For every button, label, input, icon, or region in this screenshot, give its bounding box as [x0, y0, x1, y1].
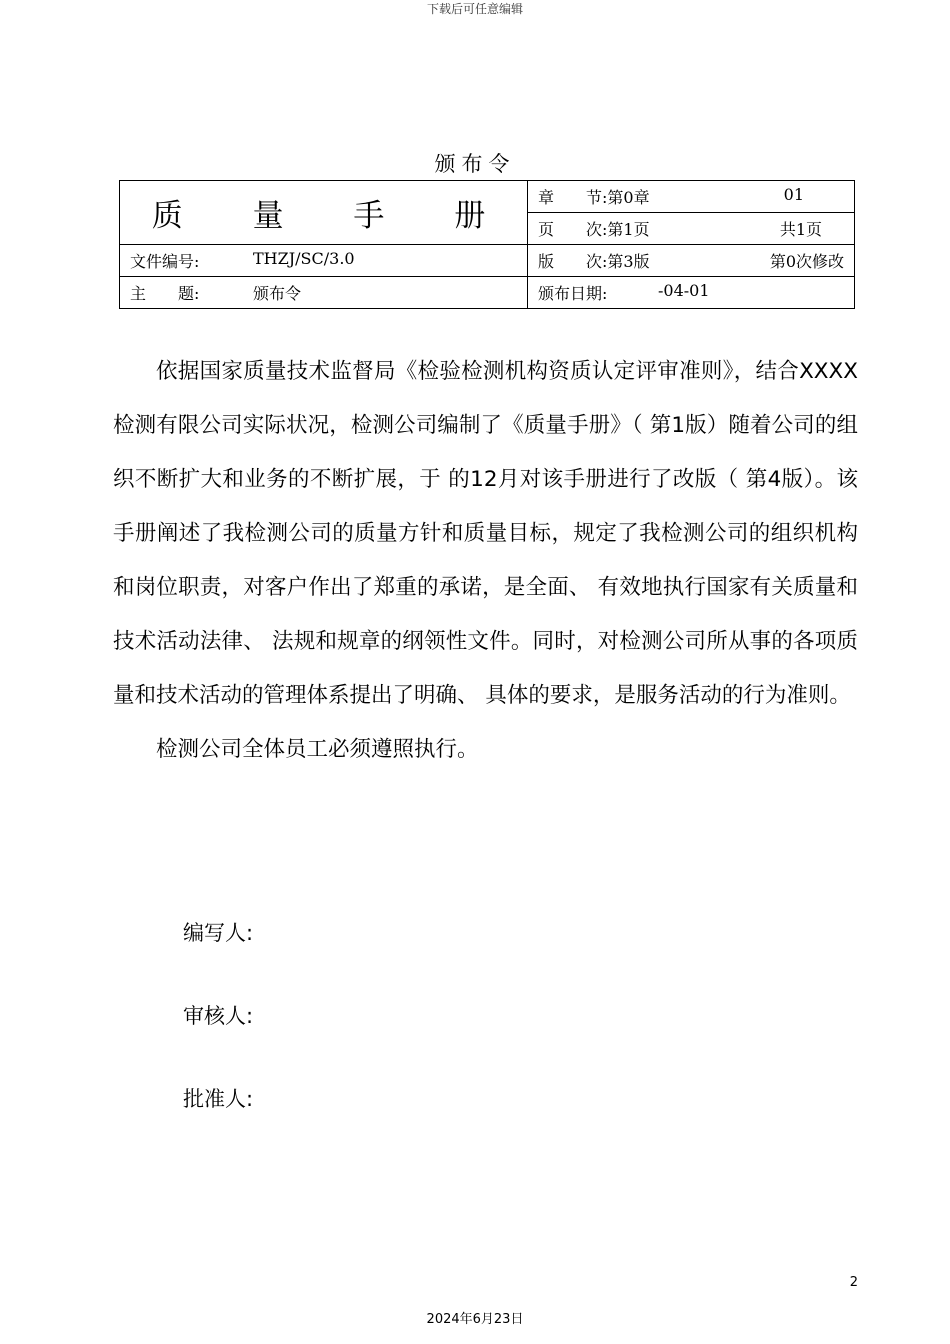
- body-paragraph: 依据国家质量技术监督局《检验检测机构资质认定评审准则》，结合XXXX检测有限公司实际状况，检测公司编制了《质量手册》（ 第1版）随着公司的组织不断扩大和业务的不断扩展，于 的12月对该手册进行了改版（ 第4版）。该手册阐述了我检测公司的质量方针和质量目标，规定了我检测公司的组织机构和岗位职责，对客户作出了郑重的承诺，是全面、 有效地执行国家有关质量和技术活动法律、 法规和规章的纲领性文件。同时，对检测公司所从事的各项质量和技术活动的管理体系提出了明确、 具体的要求，是服务活动的行为准则。: [113, 359, 858, 708]
- page-total: 共1页: [779, 220, 822, 239]
- page-label: 页 次:: [538, 220, 608, 239]
- approver-signature-label: 批准人:: [183, 1087, 254, 1111]
- subject-label: 主 题:: [130, 284, 200, 303]
- subject-value: 颁布令: [253, 284, 302, 303]
- chapter-cell: [528, 181, 855, 213]
- file-number-label: 文件编号:: [130, 252, 200, 271]
- page-number: 2: [849, 1275, 858, 1290]
- author-signature-label: 编写人:: [183, 921, 254, 945]
- document-control-table: [119, 180, 855, 309]
- chapter-value: 第0章: [607, 188, 650, 207]
- page-cell: [528, 213, 855, 245]
- body-text: [113, 345, 858, 777]
- edition-cell: [528, 245, 855, 277]
- edition-label: 版 次:: [538, 252, 608, 271]
- page-header-text: 下载后可任意编辑: [426, 2, 523, 16]
- chapter-code: 01: [783, 185, 804, 204]
- chapter-label: 章 节:: [538, 188, 608, 207]
- file-number-cell: [120, 245, 528, 277]
- issue-date-cell: [528, 277, 855, 309]
- issue-date-value: -04-01: [658, 281, 710, 300]
- page-value: 第1页: [607, 220, 650, 239]
- manual-title: 质 量 手 册: [120, 181, 528, 245]
- revision-value: 第0次修改: [769, 252, 844, 271]
- edition-value: 第3版: [607, 252, 650, 271]
- file-number-value: THZJ/SC/3.0: [253, 249, 355, 268]
- footer-date: 2024年6月23日: [426, 1312, 524, 1327]
- body-paragraph: 检测公司全体员工必须遵照执行。: [156, 737, 479, 762]
- document-title: 颁布令: [434, 152, 516, 176]
- reviewer-signature-label: 审核人:: [183, 1004, 254, 1028]
- issue-date-label: 颁布日期:: [538, 284, 608, 303]
- subject-cell: [120, 277, 528, 309]
